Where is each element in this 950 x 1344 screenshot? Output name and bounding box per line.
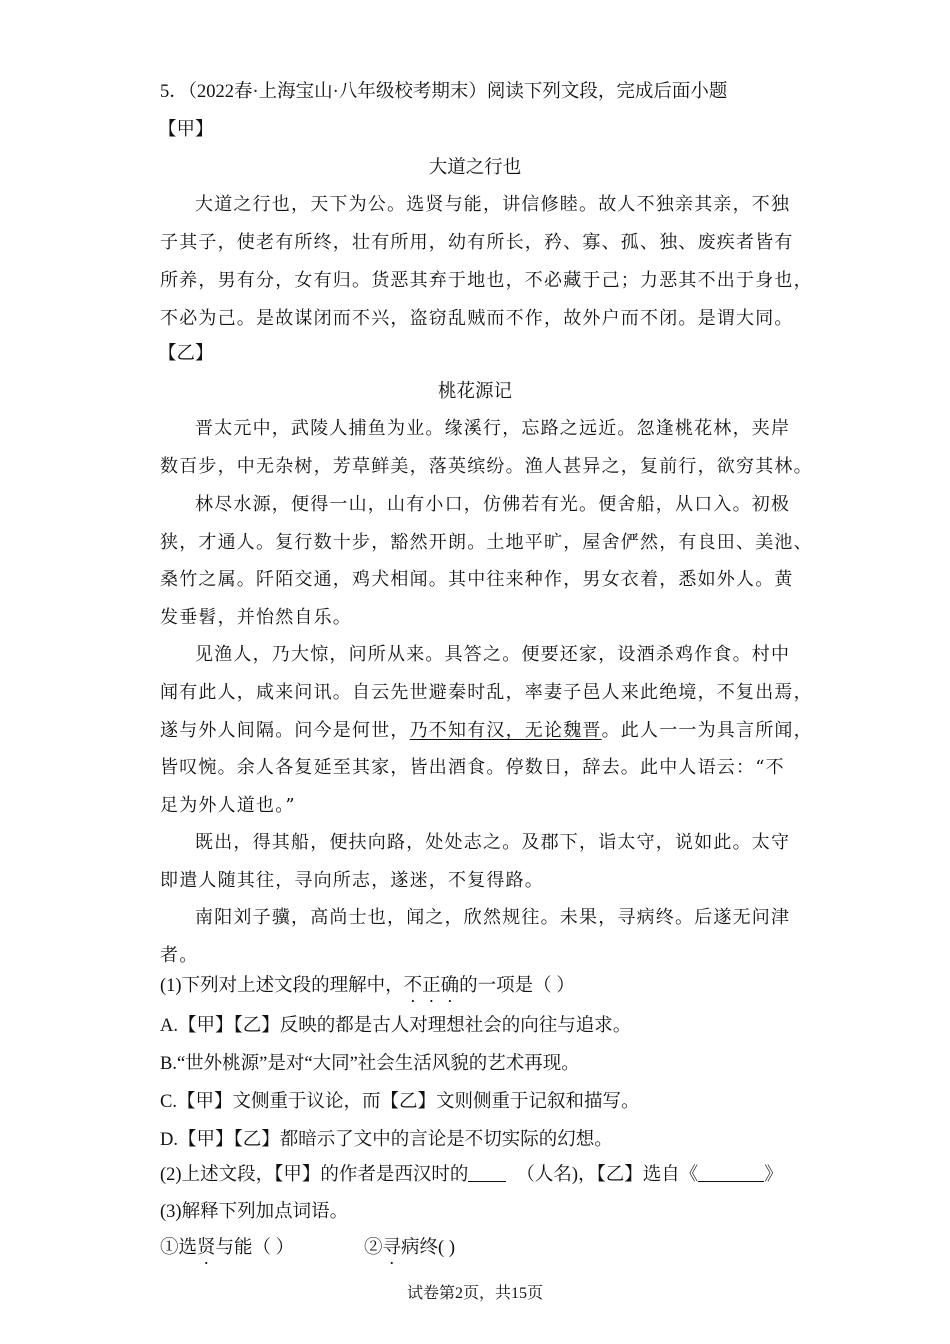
yi-label: 【乙】 — [158, 343, 214, 364]
q1-dotted-char: 正 — [422, 976, 441, 996]
yi-line-13: 即遣人随其往，寻向所志，遂迷，不复得路。 — [160, 870, 544, 891]
q1-dotted-char: 不 — [403, 976, 423, 996]
yi-line-1: 晋太元中，武陵人捕鱼为业。缘溪行，忘路之远近。忽逢桃花林，夹岸 — [195, 418, 791, 439]
yi-line-7: 见渔人，乃大惊，问所从来。具答之。便要还家，设酒杀鸡作食。村中 — [195, 644, 791, 665]
yi-line-14: 南阳刘子骥，高尚士也，闻之，欣然规往。未果，寻病终。后遂无问津 — [195, 907, 791, 928]
option-c: C.【甲】文侧重于议论，而【乙】文则侧重于记叙和描写。 — [160, 1092, 640, 1112]
yi-line-11: 足为外人道也。” — [160, 795, 296, 816]
yi-line-2: 数百步，中无杂树，芳草鲜美，落英缤纷。渔人甚异之，复前行，欲穷其林。 — [160, 456, 813, 477]
source-blank[interactable] — [698, 1163, 764, 1182]
yi-line-15: 者。 — [160, 945, 199, 966]
jia-line-4: 不必为己。是故谋闭而不兴，盗窃乱贼而不作，故外户而不闭。是谓大同。 — [160, 308, 794, 329]
yi-line-9-start: 遂与外人间隔。问今是何世， — [160, 720, 410, 741]
jia-line-1: 大道之行也，天下为公。选贤与能，讲信修睦。故人不独亲其亲，不独 — [195, 194, 791, 215]
question-1 — [160, 972, 575, 1000]
option-a: A.【甲】【乙】反映的都是古人对理想社会的向往与追求。 — [160, 1016, 632, 1036]
yi-line-10: 皆叹惋。余人各复延至其家，皆出酒食。停数日，辞去。此中人语云：“不 — [160, 757, 785, 778]
jia-line-3: 所养，男有分，女有归。货恶其弃于地也，不必藏于己；力恶其不出于身也， — [160, 270, 813, 291]
question-header: 5．（2022春·上海宝山·八年级校考期末）阅读下列文段，完成后面小题 — [160, 82, 728, 102]
q1-suffix: 的一项是（ ） — [459, 976, 575, 996]
yi-title: 桃花源记 — [437, 381, 512, 402]
yi-line-12: 既出，得其船，便扶向路，处处志之。及郡下，诣太守，说如此。太守 — [195, 832, 791, 853]
q2-part1: (2)上述文段，【甲】的作者是西汉时的 — [160, 1165, 469, 1185]
yi-line-8: 闻有此人，咸来问讯。自云先世避秦时乱，率妻子邑人来此绝境，不复出焉， — [160, 682, 813, 703]
underlined-phrase: 乃不知有汉，无论魏晋 — [409, 720, 602, 741]
yi-line-5: 桑竹之属。阡陌交通，鸡犬相闻。其中往来种作，男女衣着，悉如外人。黄 — [160, 569, 794, 590]
yi-line-9 — [160, 717, 813, 745]
author-blank[interactable] — [468, 1163, 506, 1182]
q3-item1-pre: ①选 — [160, 1238, 198, 1258]
yi-line-9-end: 。此人一一为具言所闻， — [601, 720, 813, 741]
page-footer: 试卷第2页，共15页 — [406, 1285, 543, 1302]
question-3: (3)解释下列加点词语。 — [160, 1202, 349, 1222]
q3-item2-pre: ② — [364, 1238, 383, 1258]
q3-item1-dotted-char: 贤 — [197, 1238, 216, 1258]
q3-item-2 — [364, 1234, 455, 1262]
option-d: D.【甲】【乙】都暗示了文中的言论是不切实际的幻想。 — [160, 1130, 613, 1150]
yi-line-4: 狭，才通人。复行数十步，豁然开朗。土地平旷，屋舍俨然，有良田、美池、 — [160, 532, 813, 553]
question-2 — [160, 1161, 783, 1189]
q1-dotted-char: 确 — [440, 976, 460, 996]
q3-item1-post: 与能（ ） — [215, 1238, 295, 1258]
q1-prefix: (1)下列对上述文段的理解中， — [160, 976, 404, 996]
jia-line-2: 子其子，使老有所终，壮有所用，幼有所长，矜、寡、孤、独、废疾者皆有 — [160, 232, 794, 253]
option-b: B.“世外桃源”是对“大同”社会生活风貌的艺术再现。 — [160, 1054, 580, 1074]
q2-part3: 》 — [764, 1165, 783, 1185]
jia-label: 【甲】 — [158, 119, 214, 140]
q3-item-1 — [160, 1234, 294, 1262]
jia-title: 大道之行也 — [428, 157, 522, 178]
yi-line-6: 发垂髫，并怡然自乐。 — [160, 607, 352, 628]
q3-item2-dotted-char: 寻 — [382, 1238, 402, 1258]
q2-part2: （人名)，【乙】选自《 — [516, 1165, 699, 1185]
q3-item2-post: 病终( ) — [401, 1238, 455, 1258]
yi-line-3: 林尽水源，便得一山，山有小口，仿佛若有光。便舍船，从口入。初极 — [195, 494, 791, 515]
